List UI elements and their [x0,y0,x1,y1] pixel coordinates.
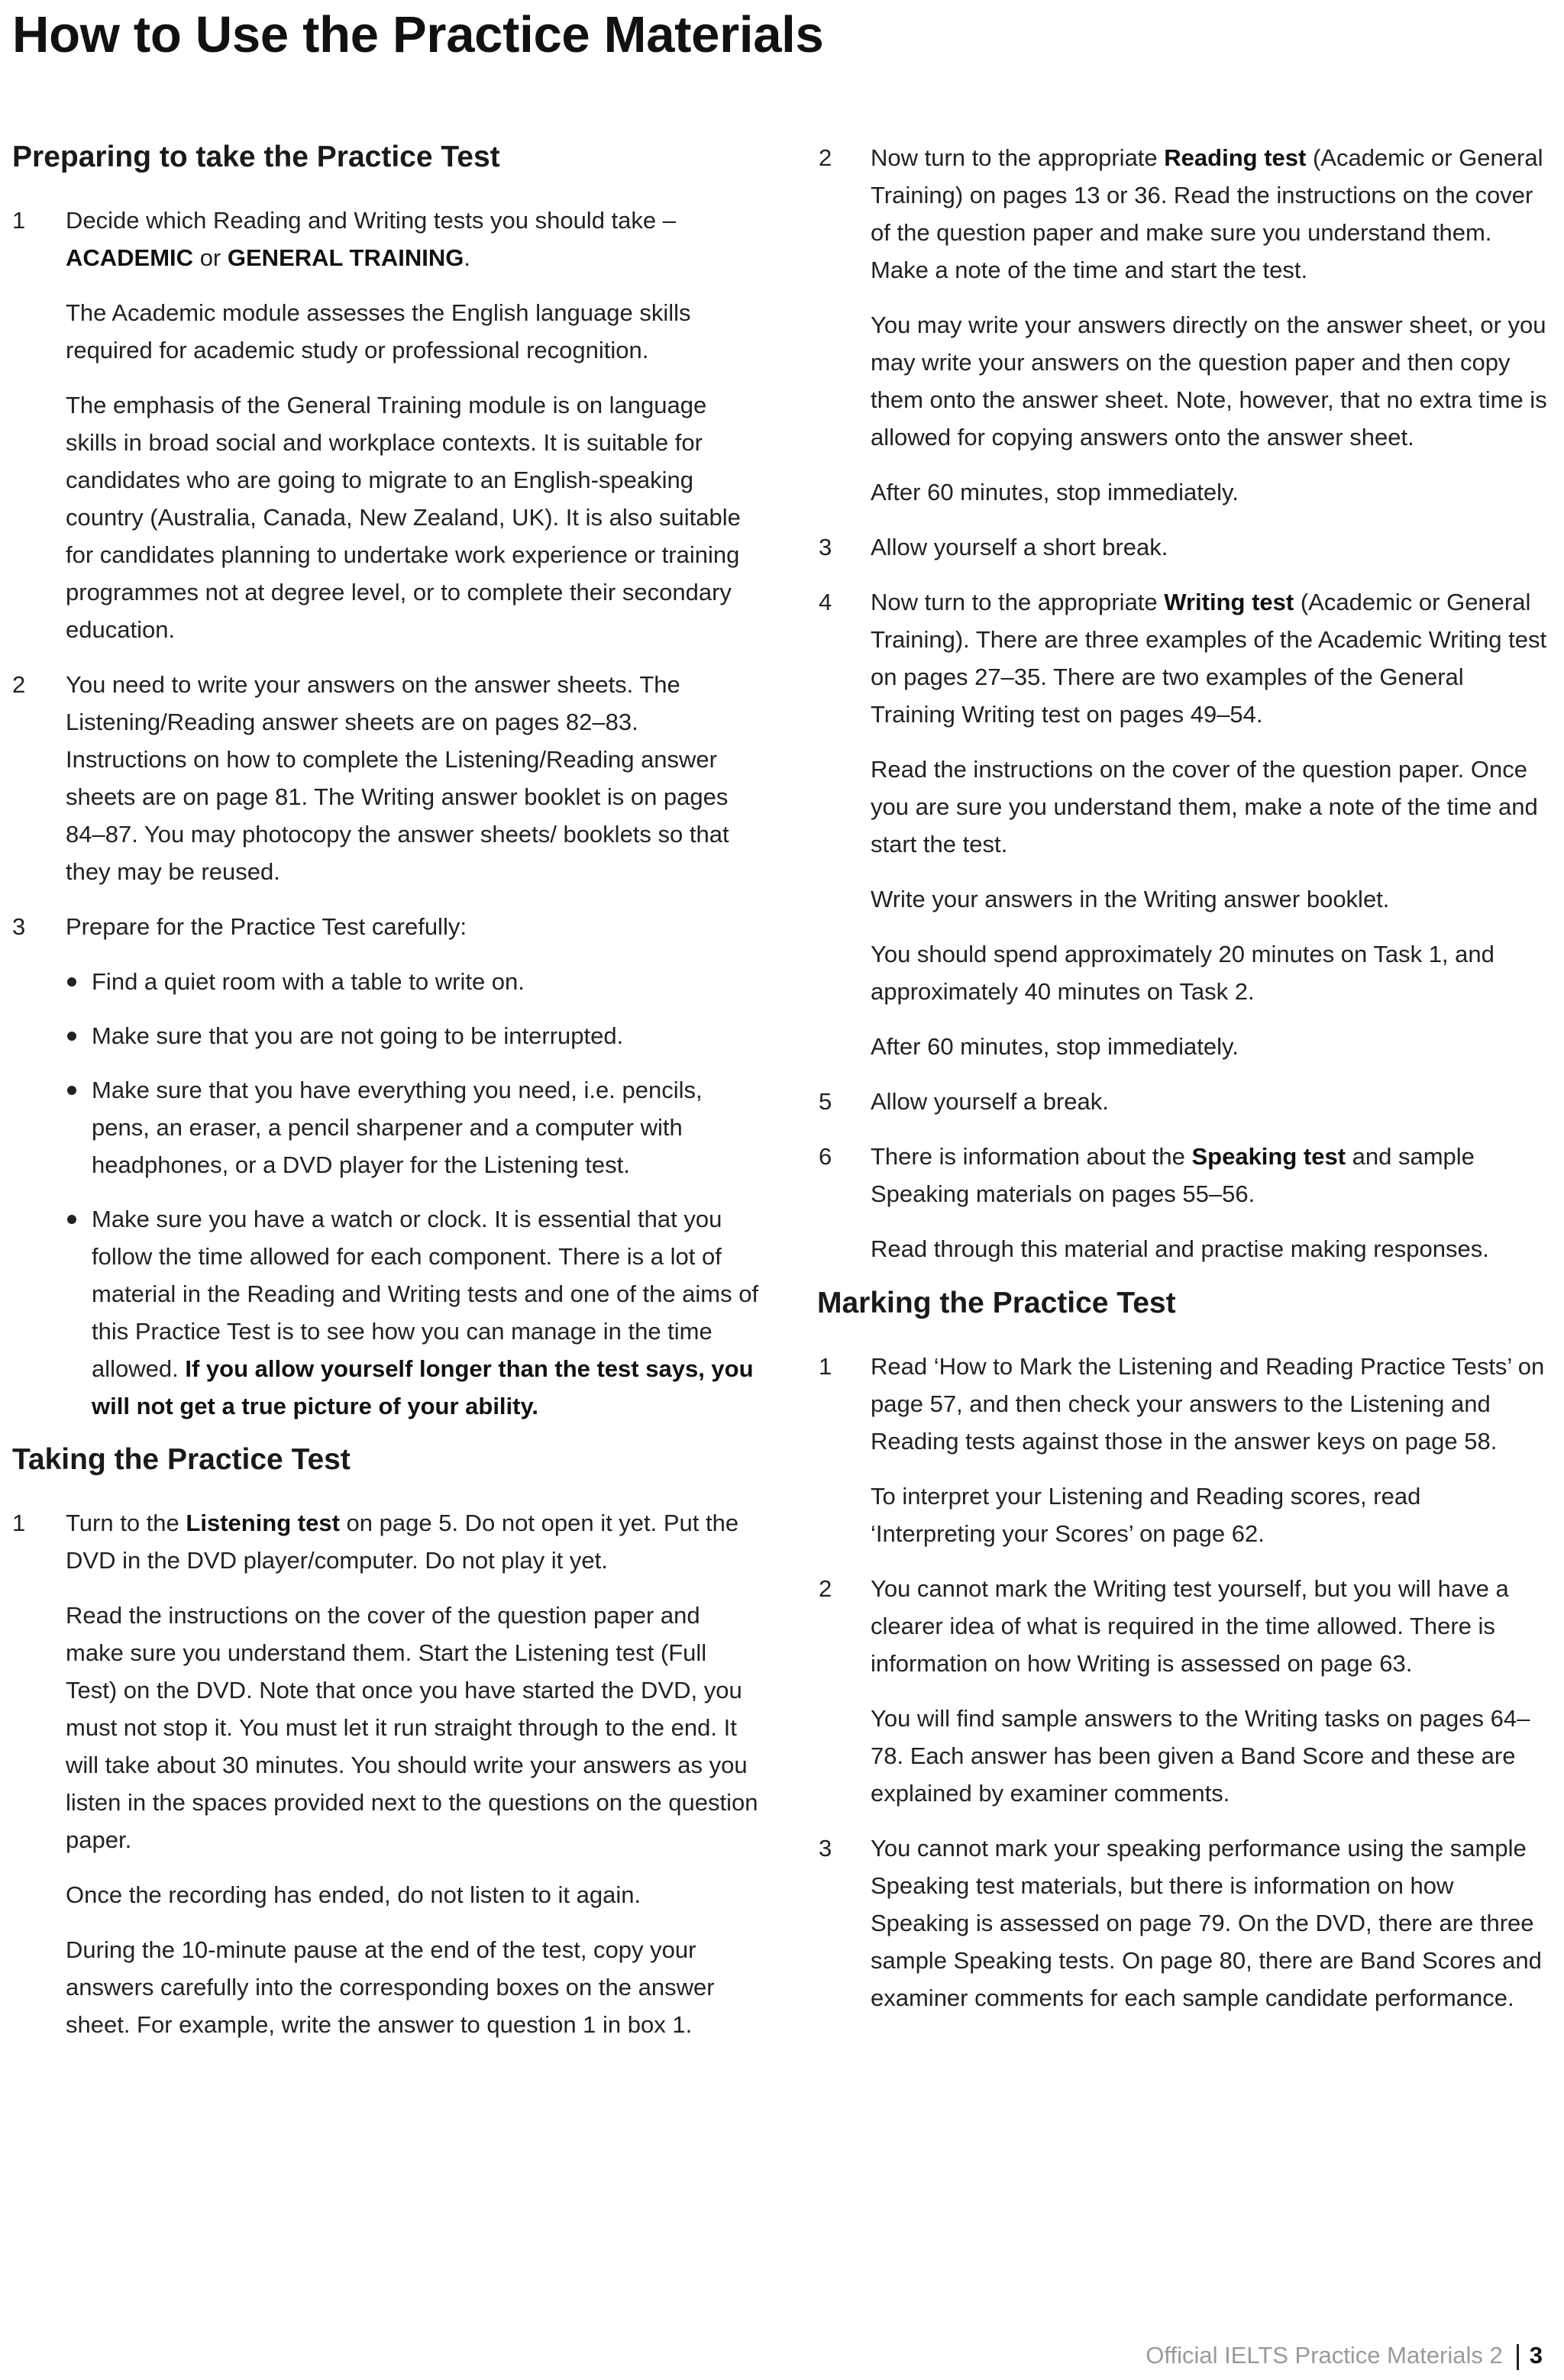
paragraph: After 60 minutes, stop immediately. [871,1033,1239,1060]
paragraph: Write your answers in the Writing answer booklet. [871,886,1390,912]
bullet-icon [67,1086,76,1095]
text-run: and sample Speaking materials on pages 55–56. [871,1143,1475,1207]
right-column [817,139,1550,2034]
marking-item-1 [817,1348,1550,1552]
paragraph: You will find sample answers to the Writing tasks on pages 64–78. Each answer has been given a Band Score and these are explained by examiner comments. [871,1705,1530,1807]
text-run: Now turn to the appropriate [871,589,1158,615]
prep-item-2 [12,666,764,890]
item-number: 2 [819,144,832,171]
list-item [66,1200,764,1425]
list-item-text: Make sure that you have everything you need, i.e. pencils, pens, an eraser, a pencil sharpener and a computer with headphones, or a DVD player for the Listening test. [92,1077,703,1178]
paragraph: Allow yourself a break. [871,1088,1109,1115]
item-number: 3 [819,1835,832,1862]
paragraph: You should spend approximately 20 minutes on Task 1, and approximately 40 minutes on Task 2. [871,941,1495,1005]
text-run: on page 5. Do not open it yet. Put the DVD in the DVD player/computer. Do not play it yet. [66,1510,739,1574]
item-number: 5 [819,1088,832,1115]
taking-item-1 [12,1504,764,2043]
paragraph: Once the recording has ended, do not listen to it again. [66,1881,641,1908]
taking-item-3 [817,528,1550,566]
footer-book-title: Official IELTS Practice Materials 2 [1146,2342,1503,2369]
bullet-icon [67,1032,76,1041]
paragraph: After 60 minutes, stop immediately. [871,479,1239,505]
paragraph: Prepare for the Practice Test carefully: [66,913,467,940]
paragraph: Read the instructions on the cover of the question paper. Once you are sure you understand them, make a note of the time and start the test. [871,756,1538,857]
section-heading-preparing: Preparing to take the Practice Test [12,140,500,173]
paragraph: Read through this material and practise making responses. [871,1235,1489,1262]
paragraph: You cannot mark your speaking performance using the sample Speaking test materials, but there is information on how Speaking is assessed on page 79. On the DVD, there are three sample Speaking tests. On page 80, there are Band Scores and examiner comments for each sample candidate performance. [871,1835,1542,2011]
paragraph: You need to write your answers on the answer sheets. The Listening/Reading answer sheets are on pages 82–83. Instructions on how to complete the Listening/Reading answer sheets are on page 81. The Writing answer booklet is on pages 84–87. You may photocopy the answer sheets/ booklets so that they may be reused. [66,671,729,885]
footer-divider [1517,2344,1519,2370]
paragraph: Allow yourself a short break. [871,534,1168,560]
paragraph: During the 10-minute pause at the end of the test, copy your answers carefully into the corresponding boxes on the answer sheet. For example, write the answer to question 1 in box 1. [66,1936,715,2038]
paragraph [871,139,1550,289]
bold-text-speaking-test: Speaking test [1191,1143,1346,1170]
text-run: Turn to the [66,1510,179,1536]
taking-item-4 [817,583,1550,1065]
text-run: (Academic or General Training). There are three examples of the Academic Writing test on pages 27–35. There are two examples of the General Training Writing test on pages 49–54. [871,589,1547,728]
item-number: 1 [12,207,26,234]
marking-item-2 [817,1570,1550,1812]
section-heading-taking: Taking the Practice Test [12,1443,351,1476]
item-number: 3 [819,534,832,560]
item-number: 1 [819,1353,832,1380]
text-run: Now turn to the appropriate [871,144,1158,171]
preparation-checklist [66,963,764,1425]
bold-text-academic: ACADEMIC [66,244,194,271]
paragraph [871,583,1550,733]
paragraph: The emphasis of the General Training module is on language skills in broad social and workplace contexts. It is suitable for candidates who are going to migrate to an English-speaking country (Australia, Canada, New Zealand, UK). It is also suitable for candidates planning to undertake work experience or training programmes not at degree level, or to complete their secondary education. [66,392,741,643]
bold-text-writing-test: Writing test [1164,589,1294,615]
list-item-text: Make sure that you are not going to be interrupted. [92,1022,624,1049]
paragraph: You cannot mark the Writing test yourself, but you will have a clearer idea of what is required in the time allowed. There is information on how Writing is assessed on page 63. [871,1575,1509,1677]
page-footer [1146,2340,1543,2371]
text-run: or [199,244,221,271]
list-item-text: Make sure you have a watch or clock. It is essential that you follow the time allowed for each component. There is a lot of material in the Reading and Writing tests and one of the aims of this Practice Test is to see how you can manage in the time allowed. [92,1206,759,1382]
item-number: 2 [12,671,26,698]
section-heading-marking: Marking the Practice Test [817,1287,1176,1319]
marking-item-3 [817,1829,1550,2017]
paragraph: You may write your answers directly on the answer sheet, or you may write your answers on the question paper and then copy them onto the answer sheet. Note, however, that no extra time is allowed for copying answers onto the answer sheet. [871,312,1547,450]
left-column [12,139,764,2061]
taking-item-5 [817,1083,1550,1120]
item-number: 2 [819,1575,832,1602]
paragraph: To interpret your Listening and Reading scores, read ‘Interpreting your Scores’ on page 62. [871,1483,1421,1547]
paragraph: Read ‘How to Mark the Listening and Reading Practice Tests’ on page 57, and then check your answers to the Listening and Reading tests against those in the answer keys on page 58. [871,1353,1545,1455]
text-run: Decide which Reading and Writing tests you should take – [66,207,676,234]
list-item [66,1017,764,1054]
paragraph: The Academic module assesses the English language skills required for academic study or professional recognition. [66,299,691,363]
taking-item-2 [817,139,1550,511]
page-number: 3 [1529,2342,1543,2369]
paragraph [871,1138,1550,1213]
page-title: How to Use the Practice Materials [12,6,824,63]
item-number: 1 [12,1510,26,1536]
text-run: There is information about the [871,1143,1185,1170]
list-item-text: Find a quiet room with a table to write on. [92,968,525,995]
bold-text-general-training: GENERAL TRAINING [227,244,464,271]
item-number: 6 [819,1143,832,1170]
text-run: . [464,244,470,271]
prep-item-1 [12,202,764,648]
text-run: (Academic or General Training) on pages 13 or 36. Read the instructions on the cover of the question paper and make sure you understand them. Make a note of the time and start the test. [871,144,1543,283]
item-number: 3 [12,913,26,940]
bold-text-listening-test: Listening test [186,1510,340,1536]
bullet-icon [67,1215,76,1224]
bullet-icon [67,977,76,987]
list-item [66,963,764,1000]
prep-item-3 [12,908,764,1425]
paragraph: Read the instructions on the cover of the question paper and make sure you understand them. Start the Listening test (Full Test) on the DVD. Note that once you have started the DVD, you must not stop it. You must let it run straight through to the end. It will take about 30 minutes. You should write your answers as you listen in the spaces provided next to the questions on the question paper. [66,1602,758,1853]
taking-item-6 [817,1138,1550,1268]
list-item [66,1071,764,1184]
paragraph [66,1504,764,1579]
bold-warning-text: If you allow yourself longer than the test says, you will not get a true picture of your ability. [92,1355,754,1419]
paragraph [66,202,764,276]
bold-text-reading-test: Reading test [1164,144,1307,171]
item-number: 4 [819,589,832,615]
